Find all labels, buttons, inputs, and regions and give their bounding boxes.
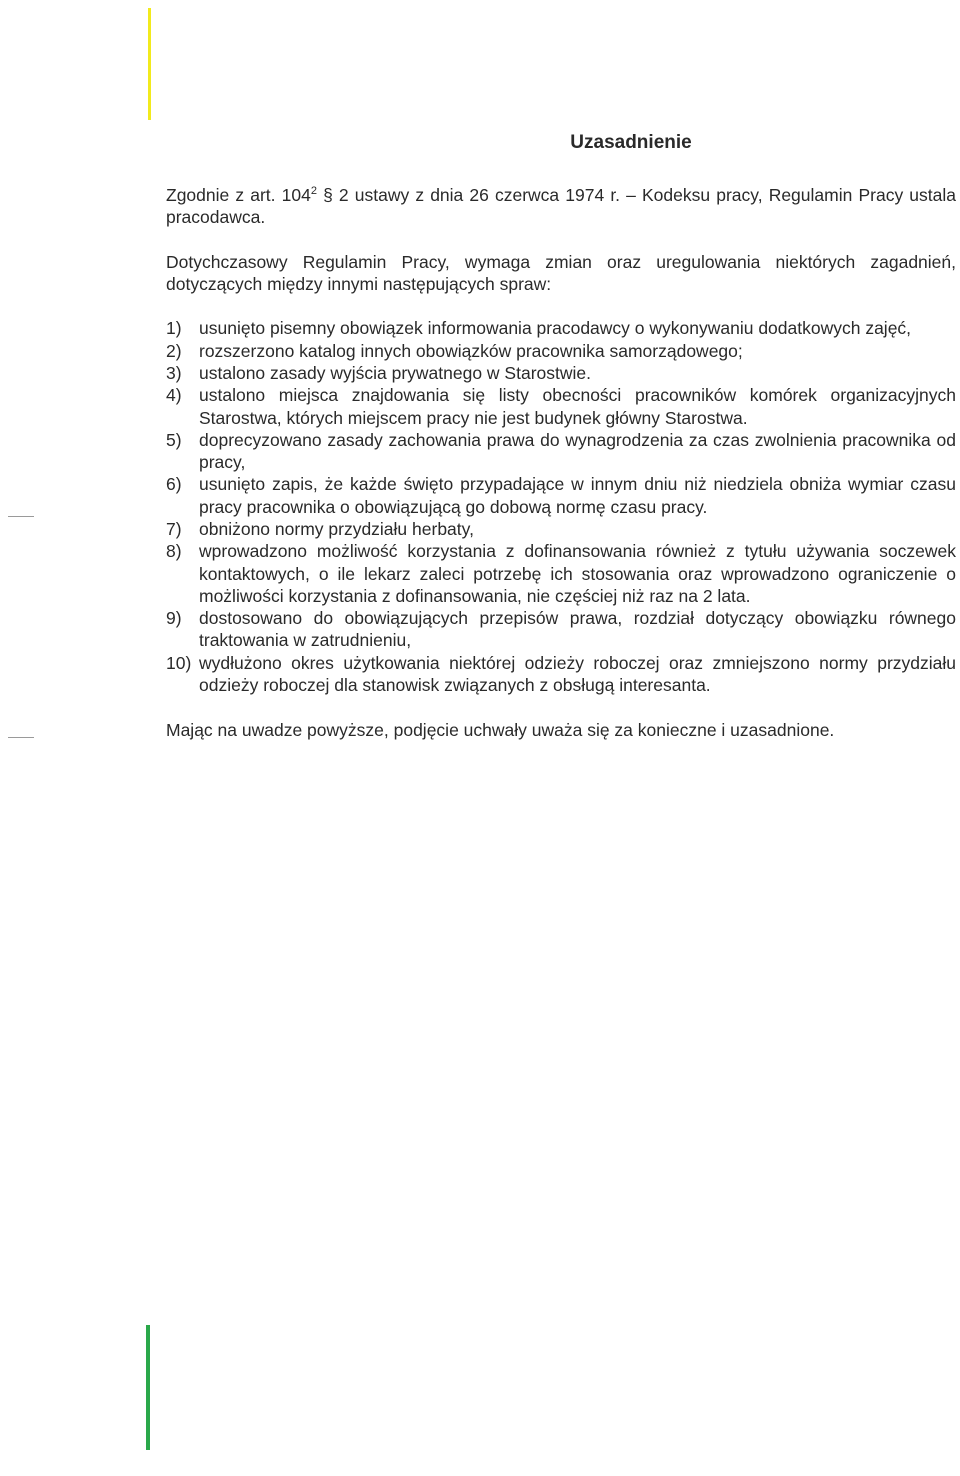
list-item-text: wprowadzono możliwość korzystania z dofinansowania również z tytułu używania soczewek kontaktowych, o ile lekarz zaleci potrzebę ich stosowania oraz wprowadzono ograniczenie o możliwości korzystania z dofinansowania, nie częściej niż raz na 2 lata.: [199, 541, 956, 606]
list-item-number: 8): [166, 541, 182, 562]
list-item-number: 5): [166, 429, 182, 450]
margin-mark-top: [148, 8, 151, 120]
list-item: [166, 607, 956, 652]
list-item: [166, 429, 956, 474]
list-item-text: ustalono zasady wyjścia prywatnego w Starostwie.: [199, 362, 591, 383]
intro-paragraph-changes: Dotychczasowy Regulamin Pracy, wymaga zmian oraz uregulowania niektórych zagadnień, dotyczących między innymi następujących spraw:: [166, 251, 956, 295]
document-title: Uzasadnienie: [570, 132, 692, 153]
list-item: [166, 384, 956, 429]
list-item: [166, 317, 956, 339]
margin-tick: [8, 516, 34, 517]
list-item-number: 6): [166, 474, 182, 495]
document-body: [166, 132, 956, 742]
list-item-number: 1): [166, 318, 182, 339]
list-item: [166, 540, 956, 607]
list-item-text: obniżono normy przydziału herbaty,: [199, 518, 474, 539]
intro-text-rest: § 2 ustawy z dnia 26 czerwca 1974 r. – Kodeksu pracy, Regulamin Pracy ustala pracodawca.: [166, 185, 957, 228]
list-item-number: 10): [166, 652, 192, 673]
list-item: [166, 362, 956, 384]
changes-list: [166, 317, 956, 696]
list-item-text: ustalono miejsca znajdowania się listy obecności pracowników komórek organizacyjnych Starostwa, których miejscem pracy nie jest budynek główny Starostwa.: [199, 385, 956, 428]
list-item-text: wydłużono okres użytkowania niektórej odzieży roboczej oraz zmniejszono normy przydziału odzieży roboczej dla stanowisk związanych z obsługą interesanta.: [199, 652, 956, 696]
margin-mark-bottom: [146, 1325, 150, 1450]
intro-text-start: Zgodnie z art. 104: [166, 185, 311, 206]
article-superscript: 2: [310, 185, 317, 198]
intro-paragraph-legal-basis: [166, 180, 956, 228]
list-item-number: 2): [166, 340, 182, 361]
list-item-text: usunięto pisemny obowiązek informowania pracodawcy o wykonywaniu dodatkowych zajęć,: [199, 318, 912, 339]
list-item: [166, 473, 956, 518]
list-item: [166, 340, 956, 362]
list-item-text: rozszerzono katalog innych obowiązków pracownika samorządowego;: [199, 340, 743, 361]
list-item-number: 9): [166, 608, 182, 629]
list-item-text: doprecyzowano zasady zachowania prawa do wynagrodzenia za czas zwolnienia pracownika od pracy,: [199, 429, 956, 473]
list-item: [166, 652, 956, 697]
list-item-text: usunięto zapis, że każde święto przypadające w innym dniu niż niedziela obniża wymiar czasu pracy pracownika o obowiązującą go dobową normę czasu pracy.: [199, 474, 956, 517]
list-item-text: dostosowano do obowiązujących przepisów prawa, rozdział dotyczący obowiązku równego traktowania w zatrudnieniu,: [199, 608, 956, 651]
list-item-number: 4): [166, 385, 182, 406]
margin-tick: [8, 737, 34, 738]
list-item-number: 7): [166, 518, 182, 539]
list-item-number: 3): [166, 362, 182, 383]
list-item: [166, 518, 956, 540]
closing-paragraph: Mając na uwadze powyższe, podjęcie uchwały uważa się za konieczne i uzasadnione.: [166, 720, 835, 741]
